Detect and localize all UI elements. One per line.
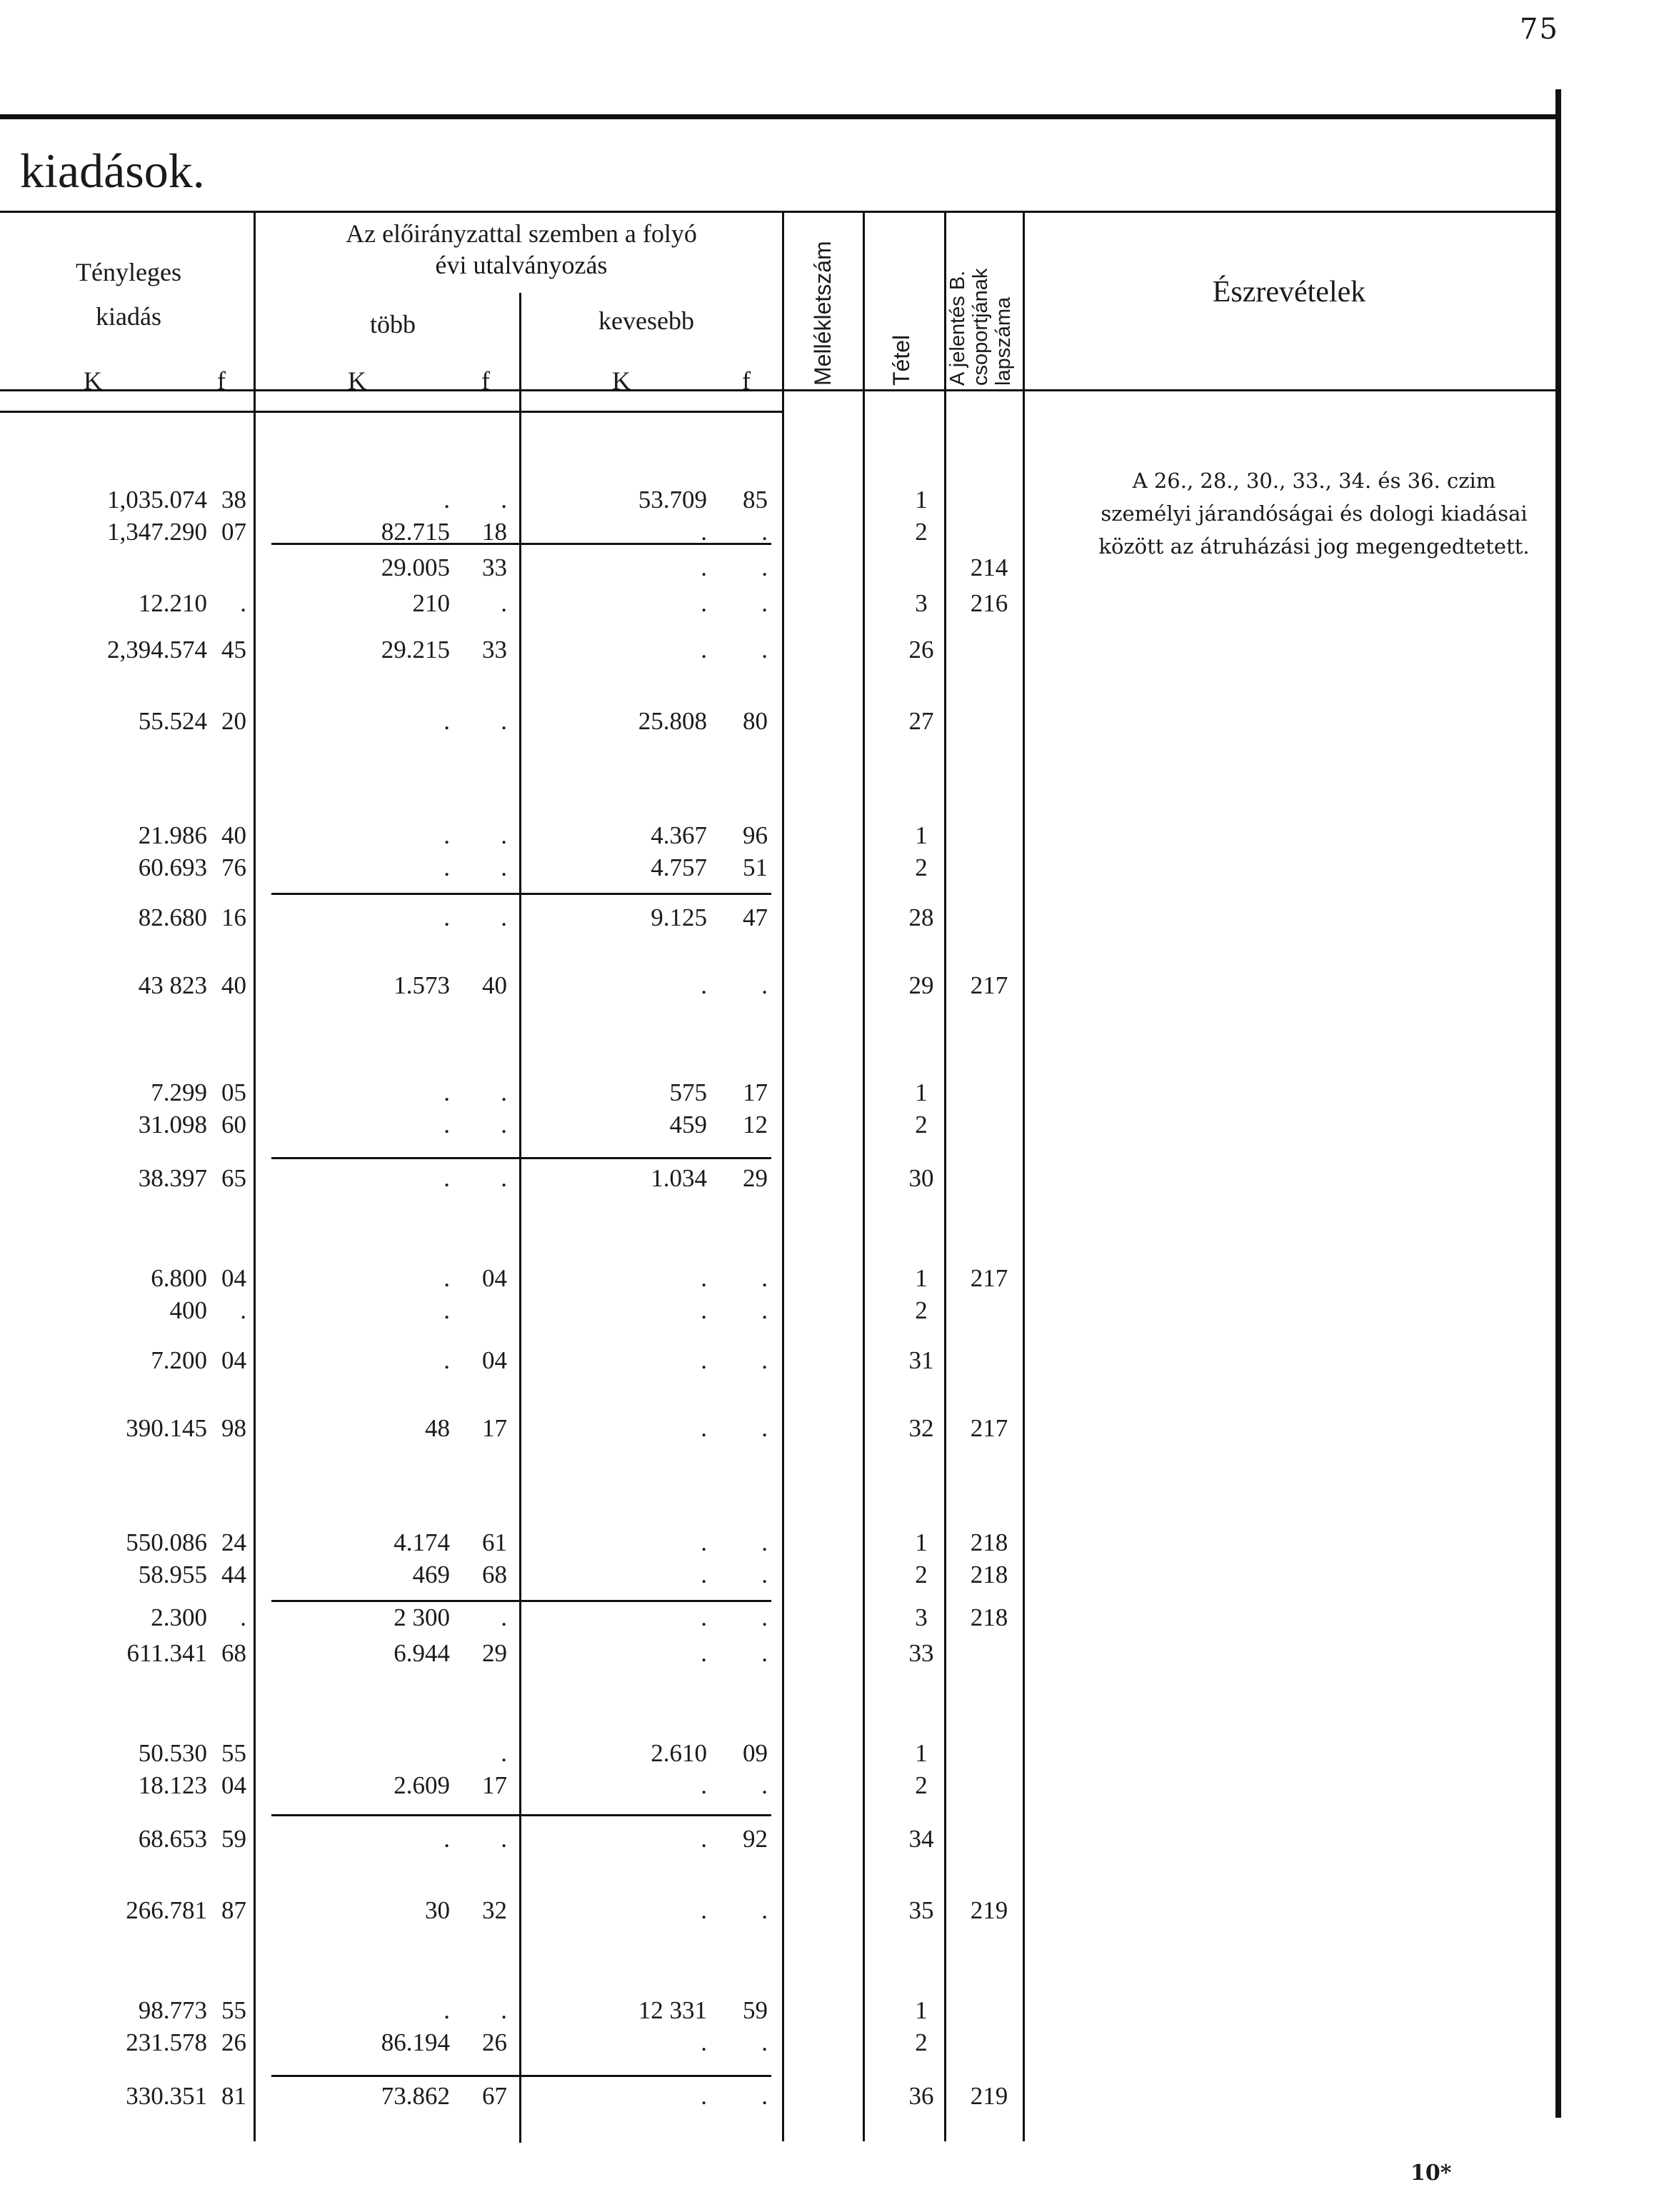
cell-tobb-k: . (443, 854, 450, 881)
cell-kiadas-k: 1,035.074 (107, 486, 207, 514)
cell-tobb-f: 17 (482, 1414, 507, 1442)
cell-kiadas-k: 21.986 (138, 821, 207, 849)
cell-tobb-k: 469 (412, 1561, 450, 1588)
cell-lapszam: 216 (970, 589, 1008, 617)
group-brace (271, 893, 771, 895)
cell-kiadas-f: 87 (221, 1896, 246, 1924)
cell-kiadas-k: 18.123 (138, 1771, 207, 1799)
cell-kevesebb-f: 12 (743, 1111, 768, 1138)
cell-tobb-k: . (443, 1825, 450, 1853)
cell-tetel: 1 (915, 1079, 928, 1106)
cell-tobb-k: 30 (425, 1896, 450, 1924)
footer-signature: 10* (1410, 2161, 1452, 2186)
cell-tobb-k: 210 (412, 589, 450, 617)
cell-tobb-k: . (443, 1996, 450, 2024)
cell-kiadas-k: 2,394.574 (107, 636, 207, 664)
cell-tobb-k: . (443, 1264, 450, 1292)
cell-tetel: 1 (915, 1528, 928, 1556)
cell-tobb-f: 32 (482, 1896, 507, 1924)
cell-kiadas-f: 59 (221, 1825, 246, 1853)
cell-tobb-f: . (501, 821, 507, 849)
col-line-1 (254, 213, 256, 2141)
cell-kevesebb-k: . (701, 971, 707, 999)
cell-kevesebb-k: . (701, 1771, 707, 1799)
cell-kevesebb-k: . (701, 1896, 707, 1924)
cell-tetel: 26 (908, 636, 934, 664)
cell-kevesebb-f: . (761, 1561, 768, 1588)
cell-kiadas-f: 45 (221, 636, 246, 664)
cell-kiadas-k: 330.351 (126, 2082, 207, 2110)
cell-tetel: 28 (908, 904, 934, 931)
remark-text: A 26., 28., 30., 33., 34. és 36. czim személyi járandóságai és dologi kiadásai között az átruházási jog megengedtetett. (1098, 469, 1530, 559)
cell-kiadas-f: 24 (221, 1528, 246, 1556)
cell-kiadas-f: 44 (221, 1561, 246, 1588)
top-rule (0, 114, 1560, 119)
cell-tetel: 30 (908, 1164, 934, 1192)
cell-kiadas-f: 76 (221, 854, 246, 881)
cell-kevesebb-k: . (701, 2028, 707, 2056)
cell-kevesebb-f: . (761, 1346, 768, 1374)
header-f-3: f (742, 366, 751, 395)
cell-tetel: 2 (915, 1771, 928, 1799)
cell-tobb-k: . (443, 1296, 450, 1324)
group-brace (271, 2075, 771, 2077)
cell-kiadas-f: 60 (221, 1111, 246, 1138)
cell-kevesebb-f: 80 (743, 707, 768, 735)
cell-kevesebb-k: . (701, 1603, 707, 1631)
cell-tetel: 29 (908, 971, 934, 999)
cell-tobb-k: 2.609 (394, 1771, 450, 1799)
cell-kiadas-f: 26 (221, 2028, 246, 2056)
group-brace (271, 1157, 771, 1159)
cell-tetel: 31 (908, 1346, 934, 1374)
cell-kevesebb-k: . (701, 2082, 707, 2110)
cell-tetel: 2 (915, 1296, 928, 1324)
cell-tobb-k: 4.174 (394, 1528, 450, 1556)
cell-tetel: 34 (908, 1825, 934, 1853)
cell-tetel: 3 (915, 1603, 928, 1631)
cell-kiadas-k: 50.530 (138, 1739, 207, 1767)
cell-kevesebb-f: . (761, 1414, 768, 1442)
cell-kiadas-f: 68 (221, 1639, 246, 1667)
cell-kiadas-f: . (240, 1296, 246, 1324)
cell-kiadas-k: 7.299 (151, 1079, 207, 1106)
cell-tobb-f: . (501, 1603, 507, 1631)
cell-lapszam: 218 (970, 1603, 1008, 1631)
cell-kevesebb-k: 2.610 (651, 1739, 707, 1767)
cell-kiadas-k: 12.210 (138, 589, 207, 617)
header-k-3: K (612, 366, 631, 395)
cell-tobb-k: 2 300 (394, 1603, 450, 1631)
cell-tobb-f: . (501, 1111, 507, 1138)
cell-kevesebb-k: . (701, 554, 707, 581)
cell-kiadas-f: 04 (221, 1346, 246, 1374)
cell-tetel: 1 (915, 1996, 928, 2024)
cell-tetel: 2 (915, 518, 928, 546)
cell-tobb-f: 33 (482, 636, 507, 664)
cell-kiadas-f: 04 (221, 1264, 246, 1292)
cell-kevesebb-f: 85 (743, 486, 768, 514)
cell-lapszam: 219 (970, 1896, 1008, 1924)
cell-kevesebb-k: 1.034 (651, 1164, 707, 1192)
cell-kiadas-k: 38.397 (138, 1164, 207, 1192)
right-border (1555, 89, 1561, 2118)
cell-tetel: 2 (915, 1111, 928, 1138)
cell-kevesebb-f: 17 (743, 1079, 768, 1106)
cell-kevesebb-k: 459 (669, 1111, 707, 1138)
cell-kiadas-k: 58.955 (138, 1561, 207, 1588)
cell-kiadas-k: 60.693 (138, 854, 207, 881)
cell-tobb-k: . (443, 707, 450, 735)
cell-tetel: 32 (908, 1414, 934, 1442)
cell-kevesebb-k: . (701, 1296, 707, 1324)
cell-tobb-f: 68 (482, 1561, 507, 1588)
cell-tetel: 1 (915, 1739, 928, 1767)
cell-tetel: 1 (915, 1264, 928, 1292)
cell-kevesebb-f: . (761, 1771, 768, 1799)
header-tobb: több (369, 310, 416, 339)
cell-kevesebb-f: . (761, 1639, 768, 1667)
cell-kevesebb-f: . (761, 1528, 768, 1556)
cell-tobb-f: 40 (482, 971, 507, 999)
cell-tobb-k: 82.715 (381, 518, 450, 546)
cell-kevesebb-k: 575 (669, 1079, 707, 1106)
cell-kevesebb-f: . (761, 589, 768, 617)
cell-tobb-f: 29 (482, 1639, 507, 1667)
cell-lapszam: 219 (970, 2082, 1008, 2110)
cell-kiadas-k: 6.800 (151, 1264, 207, 1292)
cell-tobb-k: . (443, 821, 450, 849)
cell-tobb-k: 29.215 (381, 636, 450, 664)
cell-tobb-f: . (501, 486, 507, 514)
cell-kevesebb-k: 12 331 (638, 1996, 707, 2024)
cell-kevesebb-f: . (761, 1603, 768, 1631)
cell-tobb-k: 6.944 (394, 1639, 450, 1667)
cell-kevesebb-k: . (701, 636, 707, 664)
cell-tetel: 2 (915, 2028, 928, 2056)
cell-kevesebb-f: 09 (743, 1739, 768, 1767)
cell-tobb-f: 17 (482, 1771, 507, 1799)
page-number: 75 (1520, 13, 1559, 46)
cell-kevesebb-f: . (761, 1264, 768, 1292)
cell-tobb-f: . (501, 589, 507, 617)
cell-kevesebb-f: 96 (743, 821, 768, 849)
cell-kevesebb-k: 9.125 (651, 904, 707, 931)
cell-tobb-f: 26 (482, 2028, 507, 2056)
cell-kevesebb-f: 51 (743, 854, 768, 881)
cell-kiadas-k: 611.341 (126, 1639, 207, 1667)
col-line-2 (519, 293, 521, 2143)
cell-kiadas-f: 55 (221, 1996, 246, 2024)
cell-kevesebb-k: . (701, 1346, 707, 1374)
group-brace (271, 1814, 771, 1816)
cell-kiadas-f: 05 (221, 1079, 246, 1106)
cell-tobb-k: 86.194 (381, 2028, 450, 2056)
cell-tetel: 2 (915, 854, 928, 881)
cell-kiadas-k: 550.086 (126, 1528, 207, 1556)
group-brace (271, 1600, 771, 1602)
cell-kiadas-f: 40 (221, 821, 246, 849)
header-top-rule (0, 211, 1560, 213)
cell-tobb-k: 29.005 (381, 554, 450, 581)
cell-lapszam: 214 (970, 554, 1008, 581)
cell-kiadas-k: 43 823 (138, 971, 207, 999)
cell-lapszam: 217 (970, 971, 1008, 999)
cell-kevesebb-f: . (761, 971, 768, 999)
cell-kevesebb-k: . (701, 1414, 707, 1442)
header-eloiranyzat: Az előirányzattal szemben a folyó évi utalványozás (346, 219, 697, 279)
cell-lapszam: 218 (970, 1561, 1008, 1588)
cell-kevesebb-k: . (701, 1825, 707, 1853)
cell-tetel: 36 (908, 2082, 934, 2110)
cell-kevesebb-f: . (761, 518, 768, 546)
cell-tobb-f: . (501, 707, 507, 735)
cell-kevesebb-k: 4.757 (651, 854, 707, 881)
cell-tobb-f: 04 (482, 1346, 507, 1374)
cell-kiadas-f: 81 (221, 2082, 246, 2110)
page-title: kiadások. (20, 144, 205, 198)
header-f-2: f (481, 366, 490, 395)
cell-tobb-k: . (443, 1164, 450, 1192)
cell-tobb-f: . (501, 904, 507, 931)
cell-kiadas-f: . (240, 1603, 246, 1631)
header-k-1: K (84, 366, 102, 395)
cell-kiadas-k: 98.773 (138, 1996, 207, 2024)
header-k-2: K (348, 366, 366, 395)
cell-kevesebb-k: . (701, 1528, 707, 1556)
cell-tobb-k: . (443, 1111, 450, 1138)
cell-tobb-f: . (501, 854, 507, 881)
cell-lapszam: 217 (970, 1264, 1008, 1292)
cell-tobb-f: 04 (482, 1264, 507, 1292)
col-line-6 (1023, 213, 1025, 2141)
header-melleklet: Mellékletszám (810, 241, 836, 386)
cell-kevesebb-f: . (761, 2082, 768, 2110)
cell-tetel: 2 (915, 1561, 928, 1588)
cell-tobb-f: . (501, 1825, 507, 1853)
col-line-3 (782, 213, 784, 2141)
cell-tobb-f: 33 (482, 554, 507, 581)
cell-kiadas-f: 07 (221, 518, 246, 546)
cell-kevesebb-f: 47 (743, 904, 768, 931)
header-tetel: Tétel (888, 334, 914, 386)
cell-kiadas-k: 390.145 (126, 1414, 207, 1442)
header-f-1: f (217, 366, 226, 395)
cell-tobb-f: . (501, 1996, 507, 2024)
cell-kiadas-k: 68.653 (138, 1825, 207, 1853)
cell-kiadas-k: 400 (169, 1296, 207, 1324)
cell-kiadas-k: 231.578 (126, 2028, 207, 2056)
cell-tetel: 33 (908, 1639, 934, 1667)
cell-tobb-k: . (443, 1079, 450, 1106)
header-jelentes: A jelentés B. csoportjának lapszáma (946, 268, 1015, 386)
cell-kiadas-k: 1,347.290 (107, 518, 207, 546)
cell-kiadas-f: 98 (221, 1414, 246, 1442)
cell-kevesebb-k: 53.709 (638, 486, 707, 514)
cell-tetel: 3 (915, 589, 928, 617)
cell-kiadas-f: . (240, 589, 246, 617)
cell-tetel: 1 (915, 821, 928, 849)
cell-kevesebb-k: 25.808 (638, 707, 707, 735)
cell-tobb-k: . (443, 1346, 450, 1374)
cell-kiadas-k: 7.200 (151, 1346, 207, 1374)
cell-tobb-f: 18 (482, 518, 507, 546)
kf-header-rule (0, 411, 782, 413)
cell-kiadas-k: 31.098 (138, 1111, 207, 1138)
cell-tobb-k: 73.862 (381, 2082, 450, 2110)
cell-tetel: 35 (908, 1896, 934, 1924)
cell-tobb-k: 48 (425, 1414, 450, 1442)
cell-kevesebb-f: 59 (743, 1996, 768, 2024)
col-line-4 (863, 213, 865, 2141)
cell-lapszam: 218 (970, 1528, 1008, 1556)
cell-tobb-k: . (443, 486, 450, 514)
cell-kiadas-f: 40 (221, 971, 246, 999)
cell-kevesebb-k: . (701, 1561, 707, 1588)
cell-tobb-k: . (443, 904, 450, 931)
cell-kevesebb-k: . (701, 589, 707, 617)
cell-kevesebb-f: 29 (743, 1164, 768, 1192)
cell-kevesebb-k: . (701, 518, 707, 546)
cell-kevesebb-k: 4.367 (651, 821, 707, 849)
header-eszrevetelek: Észrevételek (1212, 276, 1366, 309)
cell-kevesebb-f: . (761, 1296, 768, 1324)
cell-kiadas-k: 55.524 (138, 707, 207, 735)
cell-lapszam: 217 (970, 1414, 1008, 1442)
cell-tobb-f: . (501, 1079, 507, 1106)
group-brace (271, 543, 771, 545)
cell-tobb-f: . (501, 1739, 507, 1767)
cell-kevesebb-f: . (761, 2028, 768, 2056)
cell-kiadas-k: 2.300 (151, 1603, 207, 1631)
cell-tobb-f: . (501, 1164, 507, 1192)
cell-kiadas-k: 82.680 (138, 904, 207, 931)
cell-kiadas-f: 65 (221, 1164, 246, 1192)
cell-kevesebb-f: . (761, 554, 768, 581)
header-tenyleges: Tényleges kiadás (76, 258, 181, 331)
cell-kiadas-f: 04 (221, 1771, 246, 1799)
cell-kiadas-k: 266.781 (126, 1896, 207, 1924)
cell-kiadas-f: 55 (221, 1739, 246, 1767)
cell-kiadas-f: 20 (221, 707, 246, 735)
cell-tobb-k: 1.573 (394, 971, 450, 999)
cell-kevesebb-k: . (701, 1639, 707, 1667)
header-kevesebb: kevesebb (598, 306, 694, 335)
cell-tetel: 27 (908, 707, 934, 735)
cell-kevesebb-f: 92 (743, 1825, 768, 1853)
cell-kevesebb-f: . (761, 636, 768, 664)
cell-kiadas-f: 16 (221, 904, 246, 931)
cell-kevesebb-k: . (701, 1264, 707, 1292)
cell-tobb-f: 61 (482, 1528, 507, 1556)
cell-tetel: 1 (915, 486, 928, 514)
cell-tobb-f: 67 (482, 2082, 507, 2110)
cell-kevesebb-f: . (761, 1896, 768, 1924)
cell-kiadas-f: 38 (221, 486, 246, 514)
